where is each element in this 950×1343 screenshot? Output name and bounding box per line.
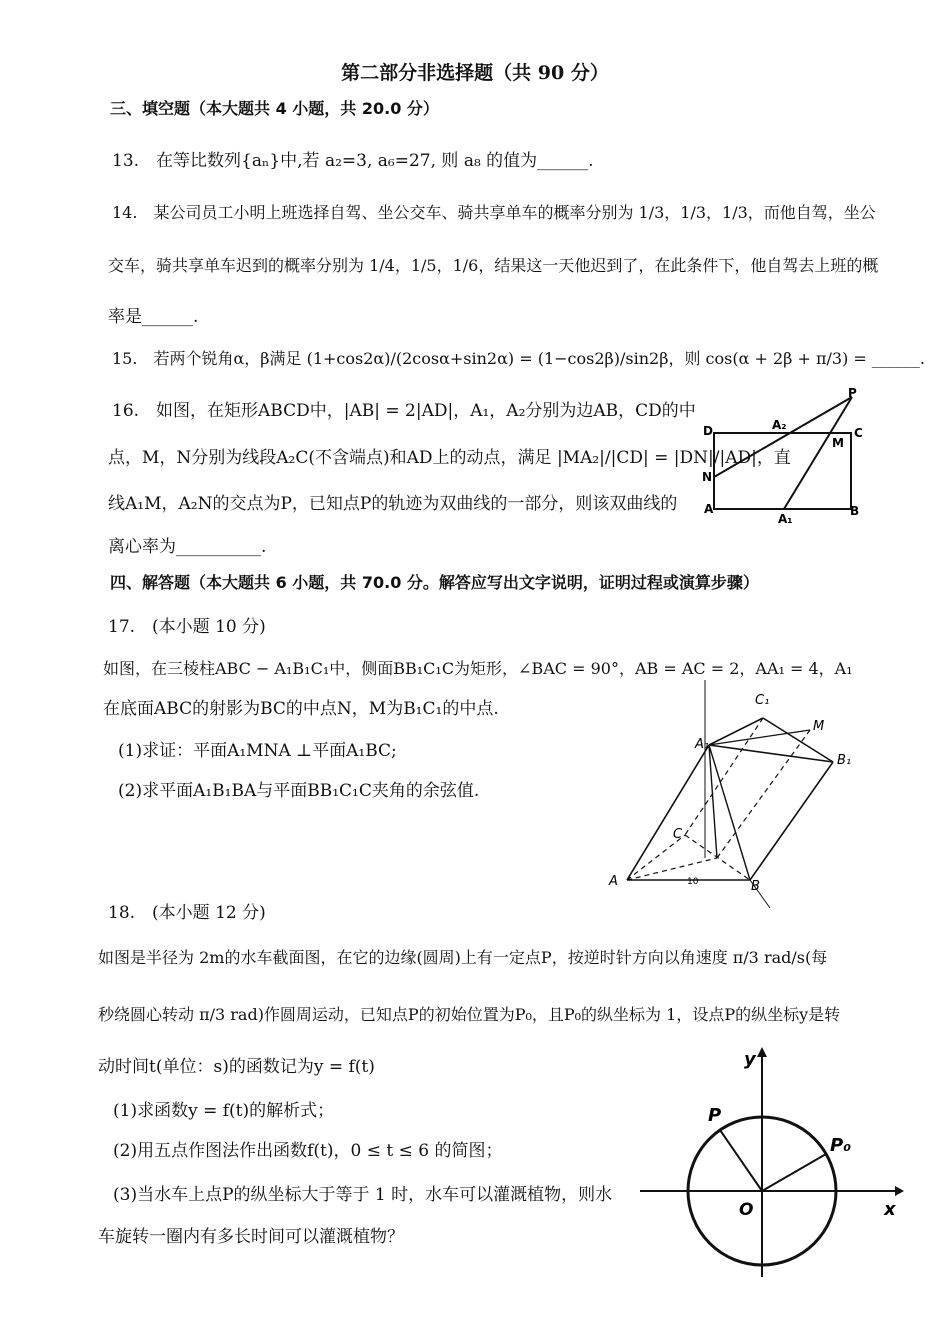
label-c: C <box>854 426 863 440</box>
question-18-header: 18. (本小题 12 分) <box>108 903 266 923</box>
question-18-part1: (1)求函数y = f(t)的解析式； <box>113 1101 335 1121</box>
radius-op <box>720 1130 762 1191</box>
label-c: C <box>673 827 683 842</box>
label-a: A <box>609 874 618 889</box>
question-14-line1: 14. 某公司员工小明上班选择自驾、坐公交车、骑共享单车的概率分别为 1/3，1/3，1/3，而他自驾，坐公 <box>112 203 876 222</box>
question-16-line1: 16. 如图，在矩形ABCD中，|AB| = 2|AD|，A₁，A₂分别为边AB，CD的中 <box>112 401 696 421</box>
question-17-part1: (1)求证：平面A₁MNA ⊥平面A₁BC; <box>118 741 397 761</box>
section3-heading: 三、填空题（本大题共 4 小题，共 20.0 分） <box>110 99 439 118</box>
question-17-line2: 在底面ABC的射影为BC的中点N，M为B₁C₁的中点. <box>103 699 499 719</box>
label-a1: A₁ <box>778 512 793 525</box>
question-18-part2: (2)用五点作图法作出函数f(t)，0 ≤ t ≤ 6 的简图； <box>113 1141 503 1161</box>
label-m: M <box>813 719 825 734</box>
line-a1m <box>784 397 852 509</box>
label-b1: B₁ <box>837 753 852 768</box>
label-p: P <box>708 1105 722 1126</box>
figure-16-rectangle <box>700 385 880 525</box>
rectangle-abcd <box>714 433 851 509</box>
label-b: B <box>751 879 760 894</box>
question-16-line4: 离心率为__________. <box>108 537 267 557</box>
question-15: 15. 若两个锐角α，β满足 (1+cos2α)/(2cosα+sin2α) = (1−cos2β)/sin2β，则 cos(α + 2β + π/3) = ______. <box>112 349 925 368</box>
label-mark: 10 <box>687 877 699 887</box>
label-y: y <box>744 1049 756 1070</box>
question-17-header: 17. (本小题 10 分) <box>108 617 266 637</box>
section4-heading: 四、解答题（本大题共 6 小题，共 70.0 分。解答应写出文字说明，证明过程或演算步骤） <box>110 573 759 592</box>
figure-17-prism <box>605 680 885 910</box>
radius-op0 <box>762 1154 826 1191</box>
x-axis-arrow-icon <box>895 1186 904 1196</box>
question-18-line3: 动时间t(单位：s)的函数记为y = f(t) <box>98 1057 375 1077</box>
label-c1: C₁ <box>755 693 770 708</box>
label-n: N <box>702 470 713 484</box>
question-17-line1: 如图，在三棱柱ABC − A₁B₁C₁中，侧面BB₁C₁C为矩形，∠BAC = 90°，AB = AC = 2，AA₁ = 4，A₁ <box>103 659 853 678</box>
question-14-line2: 交车，骑共享单车迟到的概率分别为 1/4，1/5，1/6，结果这一天他迟到了，在此条件下，他自驾去上班的概 <box>108 256 879 275</box>
question-16-line2: 点，M，N分别为线段A₂C(不含端点)和AD上的动点，满足 |MA₂|/|CD| = |DN|/|AD|，直 <box>108 448 791 468</box>
y-axis-arrow-icon <box>757 1047 767 1057</box>
label-a2: A₂ <box>772 418 787 432</box>
label-p: P <box>848 386 857 400</box>
question-13: 13. 在等比数列{aₙ}中,若 a₂=3, a₆=27, 则 a₈ 的值为______. <box>112 151 594 171</box>
label-o: O <box>739 1200 754 1220</box>
label-p0: P₀ <box>830 1135 852 1156</box>
label-a1: A₁ <box>695 737 710 752</box>
label-m: M <box>832 436 844 450</box>
question-18-part3b: 车旋转一圈内有多长时间可以灌溉植物？ <box>98 1227 404 1247</box>
question-17-part2: (2)求平面A₁B₁BA与平面BB₁C₁C夹角的余弦值. <box>118 781 480 801</box>
label-d: D <box>703 424 713 438</box>
label-x: x <box>884 1199 896 1220</box>
question-18-line1: 如图是半径为 2m的水车截面图，在它的边缘(圆周)上有一定点P，按逆时针方向以角速度 π/3 rad/s(每 <box>98 948 828 967</box>
figure-18-waterwheel <box>640 1045 910 1280</box>
question-18-part3: (3)当水车上点P的纵坐标大于等于 1 时，水车可以灌溉植物，则水 <box>113 1185 613 1205</box>
label-a: A <box>704 502 714 516</box>
question-16-line3: 线A₁M，A₂N的交点为P，已知点P的轨迹为双曲线的一部分，则该双曲线的 <box>108 494 678 514</box>
question-18-line2: 秒绕圆心转动 π/3 rad)作圆周运动，已知点P的初始位置为P₀，且P₀的纵坐标为 1，设点P的纵坐标y是转 <box>98 1005 841 1024</box>
question-14-line3: 率是______. <box>108 307 199 327</box>
page-title: 第二部分非选择题（共 90 分） <box>341 62 609 84</box>
label-b: B <box>850 504 860 518</box>
